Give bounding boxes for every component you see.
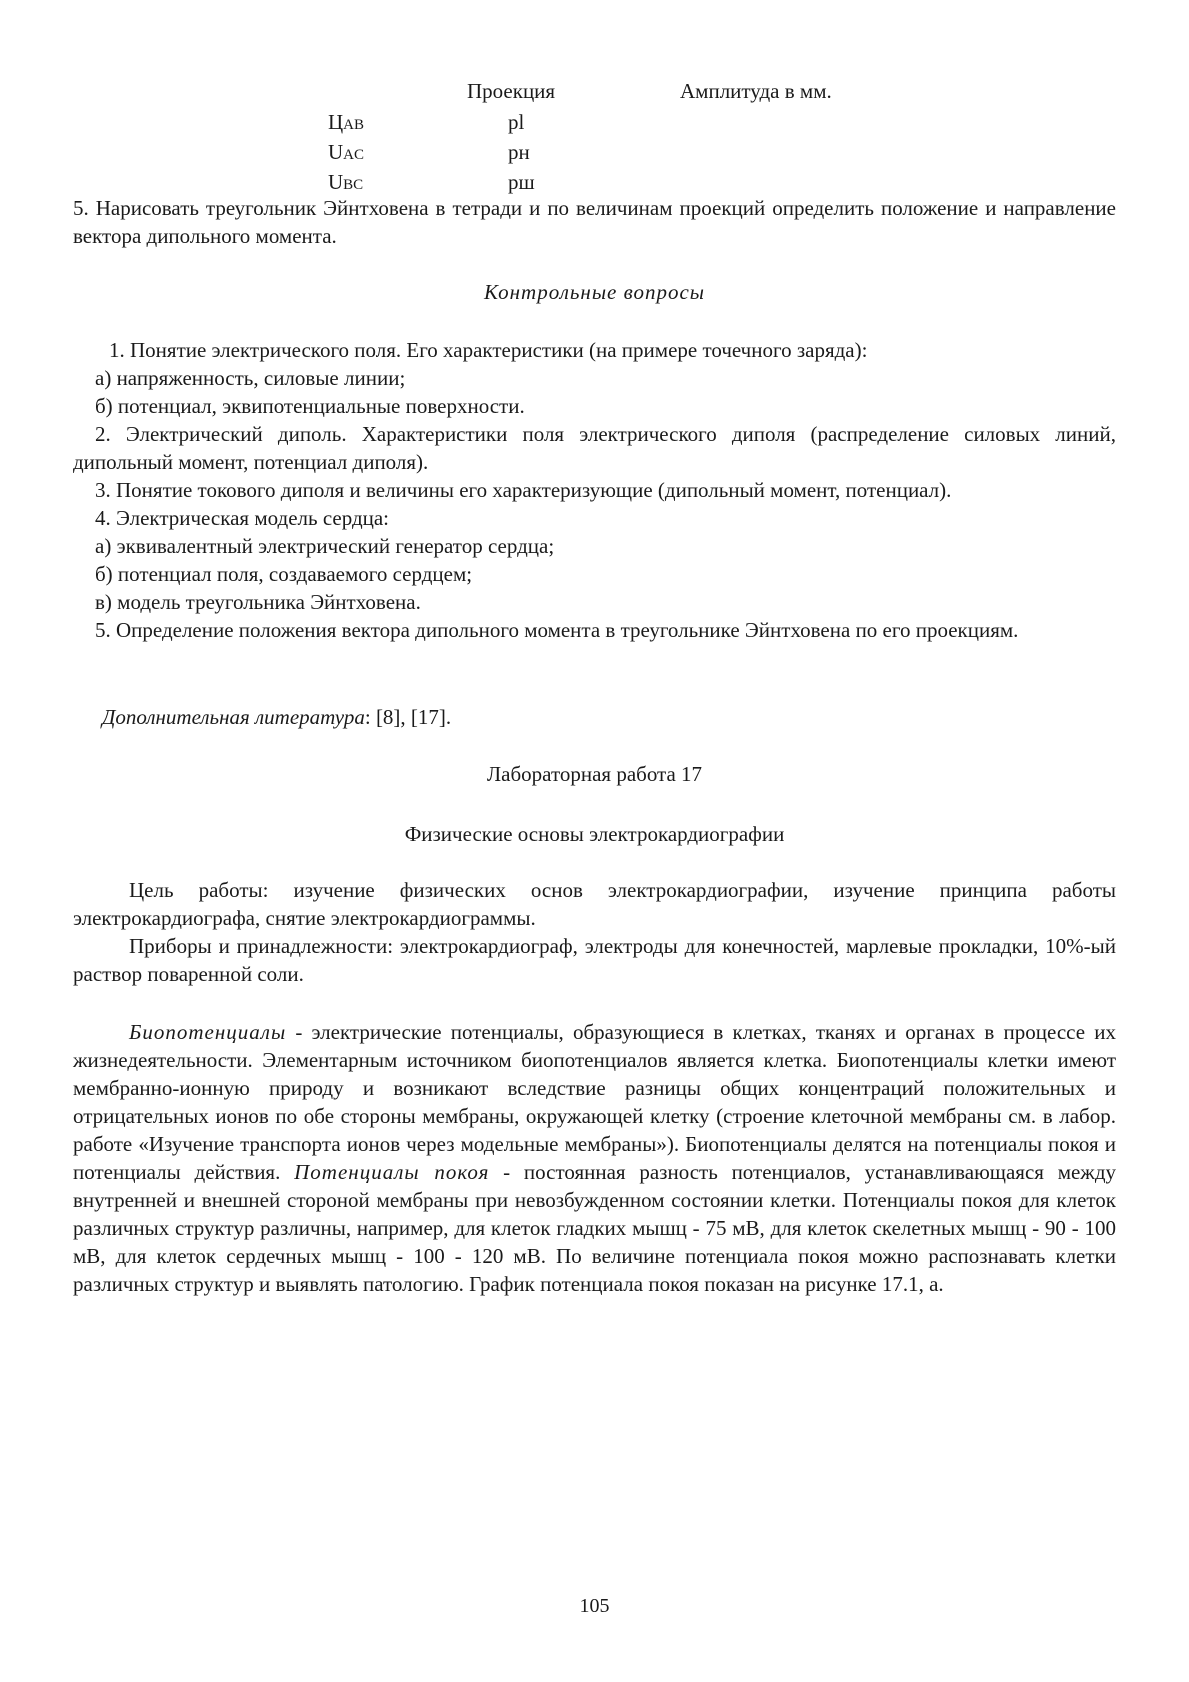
- question-line: 3. Понятие токового диполя и величины его характеризующие (дипольный момент, потенциал).: [95, 478, 952, 502]
- lead-ac: [328, 138, 364, 169]
- biopotentials-paragraph: [73, 1018, 1116, 1298]
- goal-section: [73, 876, 1116, 988]
- lab-title: Лабораторная работа 17: [486, 762, 703, 786]
- question-line: 4. Электрическая модель сердца:: [95, 506, 390, 530]
- step-5-paragraph: [73, 194, 1116, 250]
- page-number: 105: [579, 1595, 610, 1617]
- step-5-text: 5. Нарисовать треугольник Эйнтховена в тетради и по величинам проекций определить положение и направление вектора дипольного момента.: [73, 196, 1116, 248]
- lead-sub: BC: [343, 177, 364, 193]
- question-line: а) напряженность, силовые линии;: [95, 366, 406, 390]
- lead-main: U: [328, 140, 344, 164]
- question-line: а) эквивалентный электрический генератор сердца;: [95, 534, 555, 558]
- lead-main: Ц: [328, 110, 344, 134]
- question-line: б) потенциал поля, создаваемого сердцем;: [95, 562, 473, 586]
- projection-header: Проекция: [467, 79, 556, 103]
- biopotentials-term: Биопотенциалы: [129, 1020, 287, 1044]
- literature-label: Дополнительная литература: [102, 705, 365, 729]
- amplitude-header: Амплитуда в мм.: [680, 79, 832, 103]
- literature-refs: : [8], [17].: [364, 705, 452, 729]
- biopotentials-text: - электрические потенциалы, образующиеся в клетках, тканях и органах в процессе их жизнедеятельности. Элементарным источником биопотенциалов является клетка. Биопотенциалы клетки имеют мембранно-ионную природу и возникают вследствие разницы общих концентраций положительных и отрицательных ионов по обе стороны мембраны, окружающей клетку (строение клеточной мембраны см. в лабор. работе «Изучение транспорта ионов через модельные мембраны»). Биопотенциалы делятся на потенциалы покоя и потенциалы действия.: [73, 1020, 1116, 1184]
- projection-value: рн: [508, 140, 530, 164]
- goal-text: Цель работы: изучение физических основ электрокардиографии, изучение принципа работы электрокардиографа, снятие электрокардиограммы.: [73, 878, 1116, 930]
- lead-sub: AC: [343, 147, 365, 163]
- projection-value: рш: [508, 170, 535, 194]
- additional-literature: [102, 703, 451, 731]
- lab-subtitle: Физические основы электрокардиографии: [404, 822, 785, 846]
- biopotentials-section: [73, 1018, 1116, 1298]
- resting-potential-term: Потенциалы покоя: [294, 1160, 490, 1184]
- resting-potential-text: - постоянная разность потенциалов, устанавливающаяся между внутренней и внешней стороной мембраны при невозбужденном состоянии клетки. Потенциалы покоя для клеток различных структур различны, например, для клеток гладких мышц - 75 мВ, для клеток скелетных мышц - 90 - 100 мВ, для клеток сердечных мышц - 100 - 120 мВ. По величине потенциала покоя можно распознавать клетки различных структур и выявлять патологию. График потенциала покоя показан на рисунке 17.1, а.: [73, 1160, 1117, 1296]
- lead-sub: AB: [343, 117, 365, 133]
- question-line: 2. Электрический диполь. Характеристики поля электрического диполя (распределение силовых линий, дипольный момент, потенциал диполя).: [73, 422, 1116, 474]
- lead-main: U: [328, 170, 344, 194]
- lead-ab: [328, 108, 364, 139]
- control-questions-list: [73, 336, 1116, 644]
- question-line: в) модель треугольника Эйнтховена.: [95, 590, 421, 614]
- control-questions-title: Контрольные вопросы: [483, 280, 705, 304]
- question-line: б) потенциал, эквипотенциальные поверхности.: [95, 394, 525, 418]
- question-line: 1. Понятие электрического поля. Его характеристики (на примере точечного заряда):: [109, 338, 868, 362]
- projection-value: pl: [508, 110, 525, 134]
- equipment-text: Приборы и принадлежности: электрокардиограф, электроды для конечностей, марлевые прокладки, 10%-ый раствор поваренной соли.: [73, 934, 1116, 986]
- question-line: 5. Определение положения вектора дипольного момента в треугольнике Эйнтховена по его проекциям.: [95, 618, 1019, 642]
